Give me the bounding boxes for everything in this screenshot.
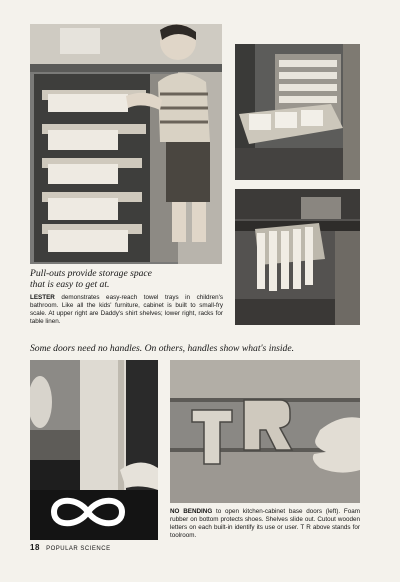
photo-shirt-shelves	[235, 44, 360, 180]
page-number: 18	[30, 543, 40, 552]
infinity-logo	[44, 489, 132, 535]
caption-lead-line1: Pull-outs provide storage space	[30, 268, 152, 279]
body-text-no-bending: to open kitchen-cabinet base doors (left). Foam rubber on bottom protects shoes. Shelves slide out. Cutout wooden letters on each built-in identify its use or user. T R above stands for toolroom.	[170, 508, 360, 539]
body-lead-no-bending: NO BENDING	[170, 508, 213, 515]
photo-linen-racks	[235, 189, 360, 325]
body-paragraph-lester	[30, 294, 223, 326]
caption-doors-handles: Some doors need no handles. On others, handles show what's inside.	[30, 343, 295, 354]
photo-cutout-letters	[170, 360, 360, 503]
caption-pull-outs	[30, 268, 230, 290]
caption-lead-line2: that is easy to get at.	[30, 279, 110, 290]
body-text-lester: demonstrates easy-reach towel trays in children's bathroom. Like all the kids' furniture, cabinet is built to small-fry scale. At upper right are Daddy's shirt shelves; lower right, racks for table linen.	[30, 294, 223, 325]
body-lead-lester: LESTER	[30, 294, 55, 301]
photo-towel-trays	[30, 24, 222, 264]
body-paragraph-no-bending	[170, 508, 360, 540]
magazine-name: POPULAR SCIENCE	[46, 546, 111, 552]
page-footer	[30, 543, 111, 552]
